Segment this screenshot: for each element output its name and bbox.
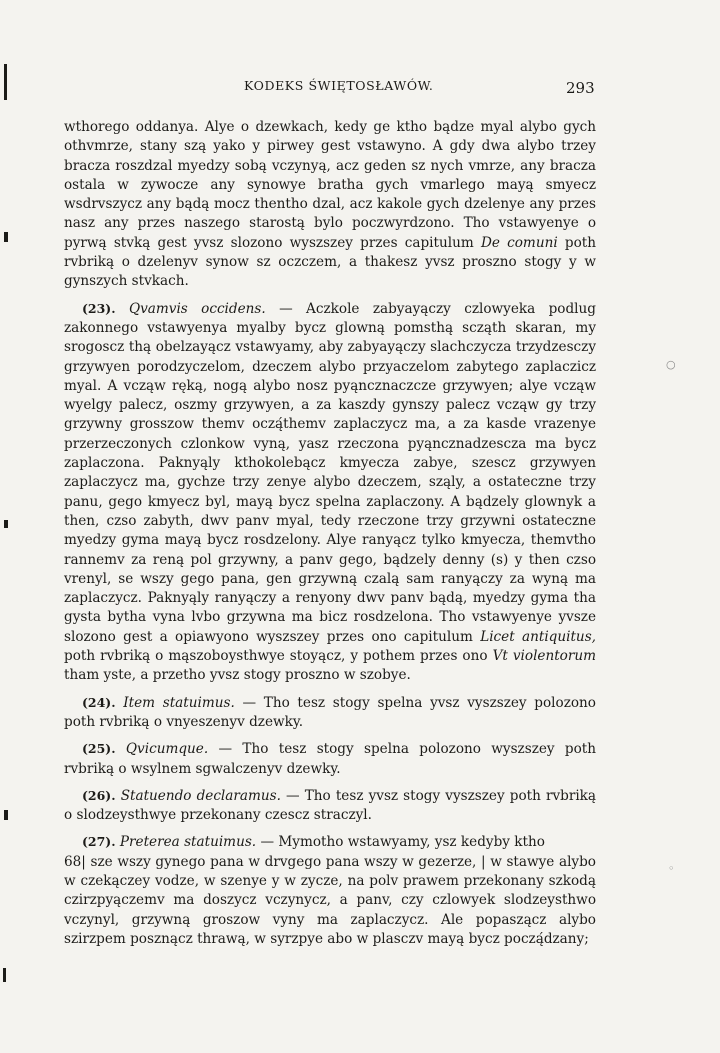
section-27 <box>64 832 596 949</box>
section-number: (26). <box>82 787 116 803</box>
scan-speck: ○ <box>666 358 676 371</box>
section-26 <box>64 786 596 826</box>
latin-incipit: De comuni <box>480 234 558 251</box>
paragraph-text: — Tho tesz stogy spelna polozono wyszszey poth rvbriką o wsylnem sgwalczenyv dzewky. <box>64 741 597 777</box>
scan-edge-mark <box>3 968 6 982</box>
paragraph-text: — Mymotho wstawyamy, ysz kedyby ktho <box>260 834 545 851</box>
paragraph-text: poth rvbriką o dzelenyv synow sz oczczem, a thakesz yvsz proszno stogy y w gynszych stvkach. <box>64 234 597 290</box>
paragraph-text: — Tho tesz stogy spelna yvsz vyszszey polozono poth rvbriką o vnyeszenyv dzewky. <box>64 694 596 730</box>
latin-incipit: Qvicumque. <box>125 741 209 758</box>
section-number: (23). <box>82 300 116 316</box>
paragraph-text: poth rvbriką o mąszoboysthwye stoyącz, y pothem przes ono <box>64 648 488 665</box>
latin-incipit: Preterea statuimus. <box>119 834 257 851</box>
scan-edge-mark <box>4 810 8 820</box>
section-number: (24). <box>82 694 116 710</box>
running-head: KODEKS ŚWIĘTOSŁAWÓW. <box>244 78 434 93</box>
paragraph-continuation <box>64 118 596 292</box>
body-text <box>64 118 596 956</box>
paragraph-text: sze wszy gynego pana w drvgego pana wszy w gezerze, | w stawye alybo w czekączey vodze, w szenye y w zycze, na polv prawem przekonany szkodą czirzpyączemv ma doszycz vczynycz, a panv, czy czlowyek slodzeysthwo vczynyl, grzywną groszow vyny ma zaplaczycz. Ale popaszącz alybo szirzpem posznącz thrawą, w syrzpye abo w plasczv mayą bycz począ́dzany; <box>64 853 596 947</box>
section-23 <box>64 299 596 686</box>
latin-incipit: Qvamvis occidens. <box>128 300 266 317</box>
latin-incipit: Statuendo declaramus. <box>120 787 281 804</box>
manuscript-folio-marker: 68| <box>64 853 86 870</box>
latin-incipit: Vt violentorum <box>492 648 597 665</box>
scan-edge-mark <box>4 232 8 242</box>
scan-speck: ◦ <box>668 862 675 875</box>
latin-incipit: Item statuimus. <box>123 694 235 711</box>
scan-edge-mark <box>4 520 8 528</box>
paragraph-text: tham yste, a przetho yvsz stogy proszno w szobye. <box>64 667 411 684</box>
paragraph-text: — Aczkole zabyayączy czlowyeka podlug zakonnego vstawyenya myalby bycz glowną pomsthą scząth skaran, my srogoscz thą obelzayącz vstawyamy, aby zabyayączy slachczycza trzydzesczy grzywyen porodzyczelom, dzeczem alybo przyaczelom zabytego zaplaczicz myal. A vcząw ręką, nogą alybo nosz pyąncznaczcze grzywyen; alye vcząw wyelgy palecz, oszmy grzywyen, a za kaszdy gynszy palecz vcząw gy trzy grzywny grosszow themv oczą́themv zaplaczycz ma, a za kasde vrazenye przerzeczonych czlonkow vyną, yasz rzeczona pyąncznadzescza ma bycz zaplaczona. Paknyąly kthokolebącz kmyecza zabye, szescz grzywyen zaplaczycz ma, gychze trzy zenye alybo dzeczem, sząly, a ostateczne trzy panu, gego kmyecz byl, mayą bycz spelna zaplaczony. A bądzely glownyk a then, czso zabyth, dwv panv myal, tedy rzeczone trzy grzywni ostateczne myedzy gyma mayą bycz rosdzelony. Alye ranyącz tylko kmyecza, themvtho rannemv za reną pol grzywny, a panv gego, bądzely denny (s) y then czso vrenyl, se wszy gego pana, gen grzywną czalą sam ranyączy za wyną ma zaplaczycz. Paknyąly ranyączy a renyony dwv panv bądą, myedzy gyma tha gysta bytha vyna lvbo grzywna ma bicz rosdzelona. Tho vstawyenye yvsze slozono gest a opiawyono wyszszey przes ono capitulum <box>64 300 596 645</box>
section-number: (25). <box>82 741 116 757</box>
section-25 <box>64 739 596 779</box>
page-number: 293 <box>566 79 595 97</box>
paragraph-text: — Tho tesz yvsz stogy vyszszey poth rvbriką o slodzeysthwye przekonany czescz straczyl. <box>64 787 597 824</box>
section-24 <box>64 693 596 733</box>
paragraph-text: wthorego oddanya. Alye o dzewkach, kedy ge ktho bądze myal alybo gych othvmrze, stany szą yako y pirwey gest vstawyno. A gdy dwa alybo trzey bracza roszdzal myedzy sobą vczynyą, acz geden sz nych vmrze, any bracza ostala w zywocze any synowye bratha gych vmarlego mayą smyecz wsdrvszycz any bądą mocz thentho dzal, acz kakole gych dzelenye any przes nasz any przes naszego starostą bylo poczwyrdzono. Tho vstawyenye o pyrwą stvką gest yvsz slozono wyszszey przes capitulum <box>64 119 596 251</box>
section-number: (27). <box>82 834 116 850</box>
latin-incipit: Licet antiquitus, <box>480 628 596 645</box>
scan-edge-mark <box>4 64 7 100</box>
